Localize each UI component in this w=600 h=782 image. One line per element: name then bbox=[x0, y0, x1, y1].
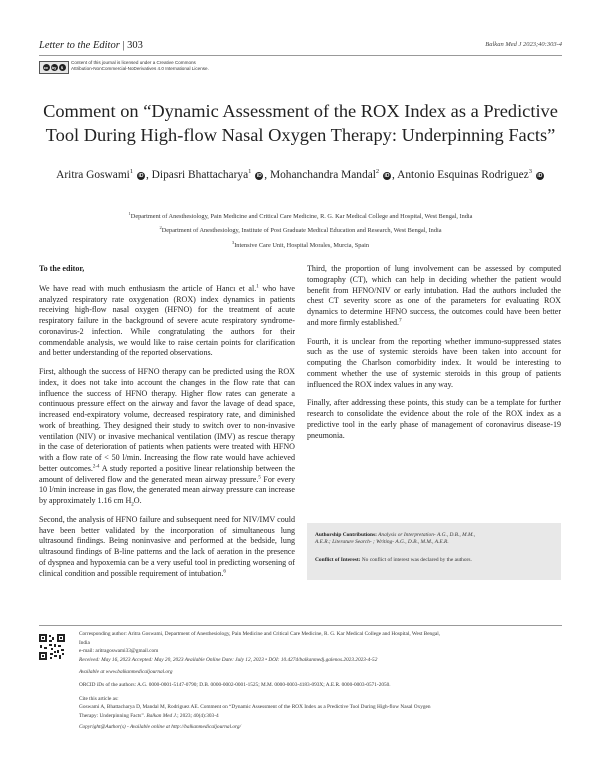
affiliations bbox=[39, 208, 562, 251]
email-link[interactable]: e-mail: aritragoswami33@gmail.com bbox=[79, 648, 159, 655]
cite-label: Cite this article as: bbox=[79, 695, 119, 702]
corresponding-author: Corresponding author: Aritra Goswami, Department of Anesthesiology, Pain Medicine and Critical Care Medicine, R. G. Kar Medical College and Hospital, West Bengal, bbox=[79, 631, 441, 637]
footer-notes: Corresponding author: Aritra Goswami, Department of Anesthesiology, Pain Medicine and Critical Care Medicine, R. G. Kar Medical College and Hospital, West Bengal, India e-mail: aritragoswami33@gmail.com Received: May 16, 2023 Accepted: May 20, 2023 Available Online Date: July 12, 2023 • DOI: 10.4274/balkanmedj.galenos.2023.2023-4-52 Available at www.balkanmedicaljournal.org ORCID iDs of the authors: A.G. 0000-0001-5147-0790; D.B. 0000-0002-0001-1525; M.M. 0000-0003-4183-093X; A.E.R. 0000-0003-0571-2050. Cite this article as: Goswami A, Bhattacharya D, Mandal M, Rodriguez AE. Comment on “Dynamic Assessment of the ROX Index as a Predictive Tool During High-flow Nasal Oxygen Therapy: Underpinning Facts”. Balkan Med J.; 2023; 40(4):303-4 Copyright@Author(s) - Available online at http://balkanmedicaljournal.org/ bbox=[79, 630, 561, 732]
salutation: To the editor, bbox=[39, 264, 85, 273]
paragraph: Finally, after addressing these points, this study can be a template for further research to consolidate the evidence about the role of the ROX index as a predictive tool in the early phase of management of coronavirus disease-19 pneumonia. bbox=[307, 398, 561, 440]
author-name: Aritra Goswami bbox=[56, 168, 130, 181]
license-text: Content of this journal is licensed under a Creative Commons Attribution-NonCommercial-NoDerivatives 4.0 International License. bbox=[71, 60, 209, 72]
journal-website-link[interactable]: Available at www.balkanmedicaljournal.org bbox=[79, 669, 173, 676]
author-name: Antonio Esquinas Rodriguez bbox=[397, 168, 529, 181]
affiliation: $^3$Intensive Care Unit, Hospital Morales, Murcia, Spain bbox=[231, 239, 370, 249]
paragraph: Second, the analysis of HFNO failure and subsequent need for NIV/IMV could have been better validated by the incorporation of simultaneous lung ultrasound findings. Being noninvasive and performed at the bedside, lung ultrasound findings of B-line patterns and the lack of aeration in the presence of dyspnea and hypoxemia can be a very useful tool in predicting worsening of clinical condition and possible requirement of intubation.$^6$ bbox=[39, 514, 295, 578]
affiliation: $^2$Department of Anesthesiology, Institute of Post Graduate Medical Education and Research, West Bengal, India bbox=[159, 225, 442, 235]
copyright: Copyright@Author(s) - Available online at http://balkanmedicaljournal.org/ bbox=[79, 724, 241, 731]
section-label: Letter to the Editor bbox=[39, 40, 120, 51]
footer-rule bbox=[39, 625, 562, 626]
paragraph: Third, the proportion of lung involvement can be assessed by computed tomography (CT), which can help in deciding whether the patient would benefit from HFNO/NIV or early intubation. Had the authors included the chest CT severity score as one of the parameters for evaluating ROX dynamics to determine HFNO success, the outcomes could have been better and more firmly established.$^7$ bbox=[307, 264, 561, 327]
paragraph: Fourth, it is unclear from the reporting whether immuno-suppressed states such as the use of systemic steroids have been taken into account for computing the Charlson comorbidity index. It would be interesting to comment whether the use of systemic steroids in this group of patients influenced the ROX index values in any way. bbox=[307, 336, 561, 389]
orcid-icon[interactable]: iD bbox=[384, 172, 390, 179]
body-right-paragraphs bbox=[307, 264, 561, 449]
orcid-icon[interactable]: iD bbox=[537, 172, 543, 179]
author-name: Dipasri Bhattacharya bbox=[151, 168, 249, 181]
orcid-icon[interactable]: iD bbox=[138, 172, 144, 179]
author-name: Mohanchandra Mandal bbox=[269, 168, 376, 181]
qr-code-icon[interactable] bbox=[39, 634, 65, 660]
affiliation: $^1$Department of Anesthesiology, Pain Medicine and Critical Care Medicine, R. G. Kar Medical College and Hospital, West Bengal, India bbox=[128, 211, 473, 221]
orcid-icon[interactable]: iD bbox=[256, 172, 262, 179]
citation: Goswami A, Bhattacharya D, Mandal M, Rodriguez AE. Comment on “Dynamic Assessment of the ROX Index as a Predictive Tool During High-flow Nasal Oxygen bbox=[79, 704, 431, 711]
creative-commons-icon[interactable]: cc by $ bbox=[39, 61, 69, 74]
paragraph: We have read with much enthusiasm the article of Hancı et al.$^1$ who have analyzed respiratory rate oxygenation (ROX) index dynamics in patients receiving high-flow nasal oxygen (HFNO) for the treatment of acute respiratory failure in the background of severe acute respiratory syndrome-coronavirus-2 infection. While congratulating the authors for their commendable analysis, we would like to raise certain points for clarification and better understanding of the reported observations. bbox=[39, 283, 295, 358]
info-box: Authorship Contributions: Analysis or Interpretation- A.G., D.B., M.M., A.E.R.; Literature Search- ; Writing- A.G., D.B., M.M., A.E.R. Conflict of Interest: No conflict of interest was declared by the authors. bbox=[307, 523, 561, 580]
page-number: 303 bbox=[127, 40, 143, 51]
body-left-column bbox=[39, 264, 295, 587]
header-rule bbox=[39, 55, 562, 56]
article-dates: Received: May 16, 2023 Accepted: May 20, 2023 Available Online Date: July 12, 2023 • DOI: 10.4274/balkanmedj.galenos.2023.2023-4-52 bbox=[79, 656, 378, 663]
section-header: Letter to the Editor | 303 bbox=[39, 40, 143, 51]
journal-reference: Balkan Med J 2023;40:303-4 bbox=[485, 41, 562, 48]
paragraph: First, although the success of HFNO therapy can be predicted using the ROX index, it does not take into account the changes in the flow rate that can influence the success of HFNO therapy. Higher flow rates can generate a continuous pressure effect on the airway and favor the lavage of dead space, increased end-expiratory volume, decreased respiratory rate, and diminished work of breathing. They designed their study to switch over to non-invasive ventilation (NIV) or invasive mechanical ventilation (IMV) as rescue therapy in the case of deterioration of patients when patients were treated with HFNO with a flow rate of < 50 l/min. Increasing the flow rate would have achieved better outcomes.$^{2-4}$ A study reported a positive linear relationship between the amount of delivered flow and the generated mean airway pressure.$^5$ For every 10 l/min increase in gas flow, the generated mean airway pressure can increase by approximately 1.16 cm $H_2O$. bbox=[39, 367, 295, 508]
author-list: Aritra Goswami$^1$ iD , Dipasri Bhattacharya$^1$ iD , Mohanchandra Mandal$^2$ iD , Antonio Esquinas Rodriguez$^3$ iD bbox=[56, 168, 543, 181]
orcid-ids: ORCID iDs of the authors: A.G. 0000-0001-5147-0790; D.B. 0000-0002-0001-1525; M.M. 0000-0003-4183-093X; A.E.R. 0000-0003-0571-2050. bbox=[79, 681, 391, 688]
article-title: Comment on “Dynamic Assessment of the ROX Index as a Predictive Tool During High-flow Nasal Oxygen Therapy: Underpinning Facts” bbox=[43, 101, 558, 145]
